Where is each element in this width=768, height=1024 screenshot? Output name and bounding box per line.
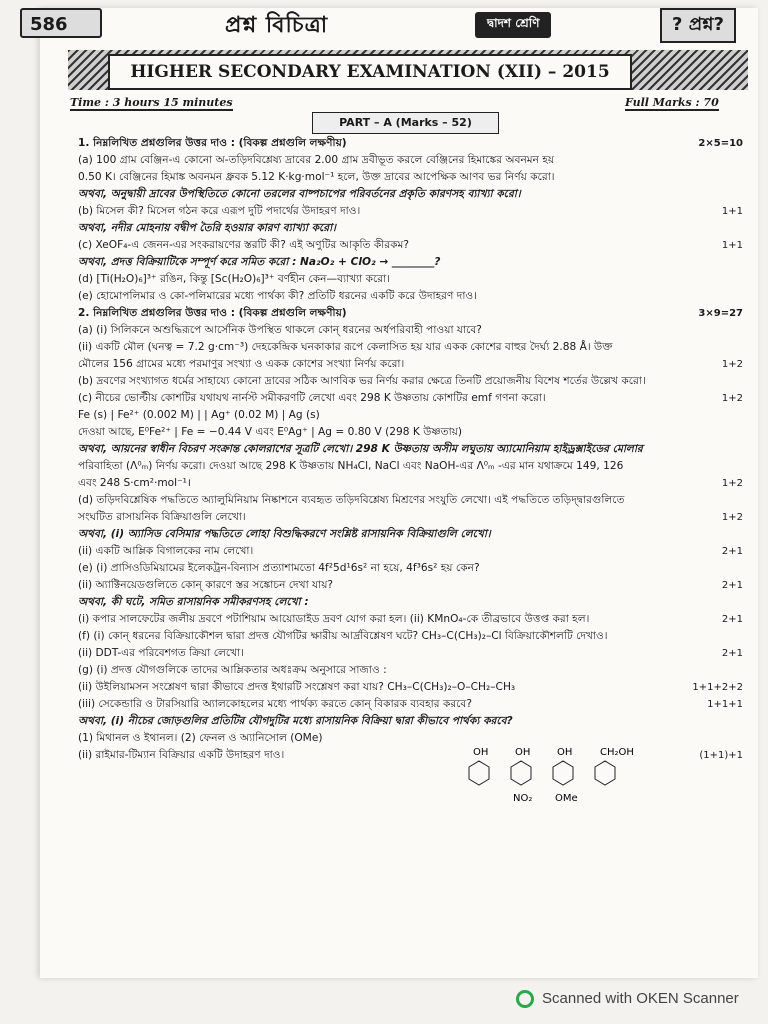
question-line bbox=[78, 169, 743, 186]
question-text: (a) (i) সিলিকনে অশুদ্ধিরূপে আর্সেনিক উপস্থিত থাকলে কোন্ ধরনের অর্ধপরিবাহী পাওয়া যাবে? bbox=[78, 324, 482, 336]
struct-label-3: OH bbox=[557, 747, 573, 758]
marks-label: (1+1)+1 bbox=[699, 750, 743, 761]
question-line bbox=[78, 271, 743, 288]
marks-label: 1+1+2+2 bbox=[692, 682, 743, 693]
scanner-text: Scanned with OKEN Scanner bbox=[542, 990, 739, 1007]
question-text: 0.50 K। বেঞ্জিনের হিমাঙ্ক অবনমন ধ্রুবক 5.12 K·kg·mol⁻¹ হলে, উক্ত দ্রাবের আপেক্ষিক আণব ভর নির্ণয় করো। bbox=[78, 171, 555, 183]
question-line bbox=[78, 696, 743, 713]
marks-label: 2+1 bbox=[721, 580, 743, 591]
question-text: (c) XeOF₄-এ জেনন-এর সংকরায়ণের স্তরটি কী? এই অণুটির আকৃতি কীরকম? bbox=[78, 239, 410, 251]
question-line bbox=[78, 254, 743, 271]
question-line bbox=[78, 152, 743, 169]
marks-label: 2+1 bbox=[721, 648, 743, 659]
question-text: (ii) DDT-এর পরিবেশগত ক্রিয়া লেখো। bbox=[78, 647, 244, 659]
question-list bbox=[78, 135, 743, 764]
question-text: (1) মিথানল ও ইথানল। (2) ফেনল ও অ্যানিসোল (OMe) bbox=[78, 732, 323, 744]
question-line bbox=[78, 135, 743, 152]
question-line bbox=[78, 220, 743, 237]
benzene-ring-4 bbox=[595, 761, 615, 785]
marks-label: 1+1 bbox=[721, 206, 743, 217]
question-line bbox=[78, 288, 743, 305]
marks-label: 1+2 bbox=[721, 393, 743, 404]
question-text: পরিবাহিতা (Λ⁰ₘ) নির্ণয় করো। দেওয়া আছে 298 K উষ্ণতায় NH₄Cl, NaCl এবং NaOH-এর Λ⁰ₘ -এর মান যথাক্রমে 149, 126 bbox=[78, 460, 624, 472]
part-label: PART – A (Marks – 52) bbox=[312, 112, 499, 134]
marks-label: 2+1 bbox=[721, 546, 743, 557]
marks-label: 1+2 bbox=[721, 512, 743, 523]
question-line bbox=[78, 305, 743, 322]
scanner-logo-icon bbox=[516, 990, 534, 1008]
question-line bbox=[78, 509, 743, 526]
question-text: 2. নিম্নলিখিত প্রশ্নগুলির উত্তর দাও : (বিকল্প প্রশ্নগুলি লক্ষণীয়) bbox=[78, 307, 347, 319]
question-line bbox=[78, 594, 743, 611]
question-text: অথবা, নদীর মোহনায় বদ্বীপ তৈরি হওয়ার কারণ ব্যাখ্যা করো। bbox=[78, 222, 336, 234]
question-text: (b) মিসেল কী? মিসেল গঠন করে এরূপ দুটি পদার্থের উদাহরণ দাও। bbox=[78, 205, 361, 217]
struct-label-4: CH₂OH bbox=[600, 747, 634, 758]
question-line bbox=[78, 322, 743, 339]
page-number: 586 bbox=[20, 8, 102, 38]
question-text: (ii) একটি মৌল (ঘনত্ব = 7.2 g·cm⁻³) দেহকেন্দ্রিক ঘনকাকার রূপে কেলাসিত হয় যার একক কোশের বাহুর দৈর্ঘ্য 2.88 Å। উক্ত bbox=[78, 341, 613, 353]
header-band bbox=[20, 8, 762, 44]
question-line bbox=[78, 475, 743, 492]
question-line bbox=[78, 424, 743, 441]
question-text: (c) নীচের ভোল্টীয় কোশটির যথাযথ নার্নস্ট সমীকরণটি লেখো এবং 298 K উষ্ণতায় কোশটির emf গণনা করো। bbox=[78, 392, 546, 404]
question-line bbox=[78, 356, 743, 373]
question-line bbox=[78, 543, 743, 560]
full-marks: Full Marks : 70 bbox=[625, 96, 719, 109]
scanner-watermark bbox=[516, 990, 739, 1008]
question-mark-logo: ? প্রশ্ন? bbox=[660, 8, 736, 43]
question-line bbox=[78, 203, 743, 220]
question-text: (iii) সেকেন্ডারি ও টারসিয়ারি অ্যালকোহলের মধ্যে পার্থক্য করতে কোন্ বিকারক ব্যবহার করবে? bbox=[78, 698, 472, 710]
question-text: (f) (i) কোন্ ধরনের বিক্রিয়াকৌশল দ্বারা প্রদত্ত যৌগটির ক্ষারীয় আর্দ্রবিশ্লেষণ ঘটে? CH₃–C(CH₃)₂–Cl বিক্রিয়াকৌশলটি দেখাও। bbox=[78, 630, 608, 642]
question-line bbox=[78, 645, 743, 662]
question-text: অথবা, কী ঘটে, সমিত রাসায়নিক সমীকরণসহ লেখো : bbox=[78, 596, 309, 608]
struct-sub-2: OMe bbox=[555, 793, 578, 804]
marks-label: 3×9=27 bbox=[698, 308, 743, 319]
question-text: (ii) রাইমার-টিম্যান বিক্রিয়ার একটি উদাহরণ দাও। bbox=[78, 749, 285, 761]
phenol-structures bbox=[455, 745, 655, 810]
question-line bbox=[78, 373, 743, 390]
question-text: (a) 100 গ্রাম বেঞ্জিন-এ কোনো অ-তড়িদবিশ্লেষ্য দ্রাবের 2.00 গ্রাম দ্রবীভূত করলে বেঞ্জিনের হিমাঙ্কের অবনমন হয় bbox=[78, 154, 555, 166]
marks-label: 2+1 bbox=[721, 614, 743, 625]
question-text: (d) তড়িদবিশ্লেষিক পদ্ধতিতে অ্যালুমিনিয়াম নিষ্কাশনে ব্যবহৃত তড়িদবিশ্লেষ্য মিশ্রণের সংযুতি লেখো। এই পদ্ধতিতে তড়িদ্দ্বারগুলিতে bbox=[78, 494, 625, 506]
question-line bbox=[78, 441, 743, 458]
question-line bbox=[78, 560, 743, 577]
marks-label: 1+1+1 bbox=[707, 699, 743, 710]
question-line bbox=[78, 390, 743, 407]
marks-label: 1+1 bbox=[721, 240, 743, 251]
marks-label: 1+2 bbox=[721, 478, 743, 489]
question-text: (ii) উইলিয়ামসন সংশ্লেষণ দ্বারা কীভাবে প্রদত্ত ইথারটি সংশ্লেষণ করা যায়? CH₃–C(CH₃)₂–O–CH₂–CH₃ bbox=[78, 681, 516, 693]
class-badge: দ্বাদশ শ্রেণি bbox=[475, 12, 551, 38]
question-line bbox=[78, 237, 743, 254]
struct-label-1: OH bbox=[473, 747, 489, 758]
book-title: প্রশ্ন বিচিত্রা bbox=[225, 13, 329, 38]
benzene-ring-3 bbox=[553, 761, 573, 785]
struct-sub-1: NO₂ bbox=[513, 793, 533, 804]
marks-label: 2×5=10 bbox=[698, 138, 743, 149]
benzene-ring-2 bbox=[511, 761, 531, 785]
question-text: অথবা, (i) অ্যাসিড বেসিমার পদ্ধতিতে লোহা বিশুদ্ধিকরণে সংশ্লিষ্ট রাসায়নিক বিক্রিয়াগুলি লেখো। bbox=[78, 528, 491, 540]
exam-time: Time : 3 hours 15 minutes bbox=[70, 96, 233, 109]
question-text: (e) (i) প্রাসিওডিমিয়ামের ইলেকট্রন-বিন্যাস প্রত্যাশামতো 4f²5d¹6s² না হয়ে, 4f³6s² হয় কেন? bbox=[78, 562, 480, 574]
benzene-ring-1 bbox=[469, 761, 489, 785]
question-line bbox=[78, 339, 743, 356]
question-text: 1. নিম্নলিখিত প্রশ্নগুলির উত্তর দাও : (বিকল্প প্রশ্নগুলি লক্ষণীয়) bbox=[78, 137, 347, 149]
question-line bbox=[78, 662, 743, 679]
question-text: (d) [Ti(H₂O)₆]³⁺ রঙিন, কিন্তু [Sc(H₂O)₆]³⁺ বর্ণহীন কেন—ব্যাখ্যা করো। bbox=[78, 273, 390, 285]
question-text: দেওয়া আছে, E⁰Fe²⁺ | Fe = −0.44 V এবং E⁰Ag⁺ | Ag = 0.80 V (298 K উষ্ণতায়) bbox=[78, 426, 463, 438]
question-text: অথবা, প্রদত্ত বিক্রিয়াটিকে সম্পূর্ণ করে সমিত করো : Na₂O₂ + ClO₂ → ________? bbox=[78, 256, 441, 268]
question-line bbox=[78, 713, 743, 730]
question-text: (ii) একটি আম্লিক বিগালকের নাম লেখো। bbox=[78, 545, 254, 557]
question-line bbox=[78, 577, 743, 594]
question-text: অথবা, অনুদ্বায়ী দ্রাবের উপস্থিতিতে কোনো তরলের বাষ্পচাপের পরিবর্তনের প্রকৃতি কারণসহ ব্যাখ্যা করো। bbox=[78, 188, 521, 200]
question-text: (i) কপার সালফেটের জলীয় দ্রবণে পটাশিয়াম আয়োডাইড দ্রবণ যোগ করা হল। (ii) KMnO₄-কে তীব্রভাবে উত্তপ্ত করা হল। bbox=[78, 613, 590, 625]
question-text: এবং 248 S·cm²·mol⁻¹। bbox=[78, 477, 191, 489]
question-text: অথবা, (i) নীচের জোড়গুলির প্রতিটির যৌগদুটির মধ্যে রাসায়নিক বিক্রিয়া দ্বারা কীভাবে পার্থক্য করবে? bbox=[78, 715, 513, 727]
question-line bbox=[78, 679, 743, 696]
question-line bbox=[78, 407, 743, 424]
question-text: (b) দ্রবণের সংখ্যাগত ধর্মের সাহায্যে কোনো দ্রাবের সঠিক আণবিক ভর নির্ণয় করার ক্ষেত্রে তিনটি প্রয়োজনীয় বিশেষ শর্তের উল্লেখ করো। bbox=[78, 375, 646, 387]
question-text: Fe (s) | Fe²⁺ (0.002 M) | | Ag⁺ (0.02 M) | Ag (s) bbox=[78, 409, 320, 421]
struct-label-2: OH bbox=[515, 747, 531, 758]
question-text: সংঘটিত রাসায়নিক বিক্রিয়াগুলি লেখো। bbox=[78, 511, 246, 523]
question-line bbox=[78, 611, 743, 628]
question-text: (e) হোমোপলিমার ও কো-পলিমারের মধ্যে পার্থক্য কী? প্রতিটি ধরনের একটি করে উদাহরণ দাও। bbox=[78, 290, 477, 302]
exam-title: HIGHER SECONDARY EXAMINATION (XII) – 2015 bbox=[108, 54, 632, 90]
question-text: অথবা, আয়নের স্বাধীন বিচরণ সংক্রান্ত কোলরাশের সূত্রটি লেখো। 298 K উষ্ণতায় অসীম লঘুতায় অ্যামোনিয়াম হাইড্রক্সাইডের মোলার bbox=[78, 443, 643, 455]
question-line bbox=[78, 458, 743, 475]
question-line bbox=[78, 492, 743, 509]
marks-label: 1+2 bbox=[721, 359, 743, 370]
question-text: মৌলের 156 গ্রামের মধ্যে পরমাণুর সংখ্যা ও একক কোশের সংখ্যা নির্ণয় করো। bbox=[78, 358, 405, 370]
question-text: (ii) অ্যাক্টিনয়েডগুলিতে কোন্ কারণে স্তর সঙ্কোচন দেখা যায়? bbox=[78, 579, 334, 591]
question-text: (g) (i) প্রদত্ত যৌগগুলিকে তাদের আম্লিকতার অধঃক্রম অনুসারে সাজাও : bbox=[78, 664, 387, 676]
question-line bbox=[78, 526, 743, 543]
question-line bbox=[78, 186, 743, 203]
question-line bbox=[78, 628, 743, 645]
